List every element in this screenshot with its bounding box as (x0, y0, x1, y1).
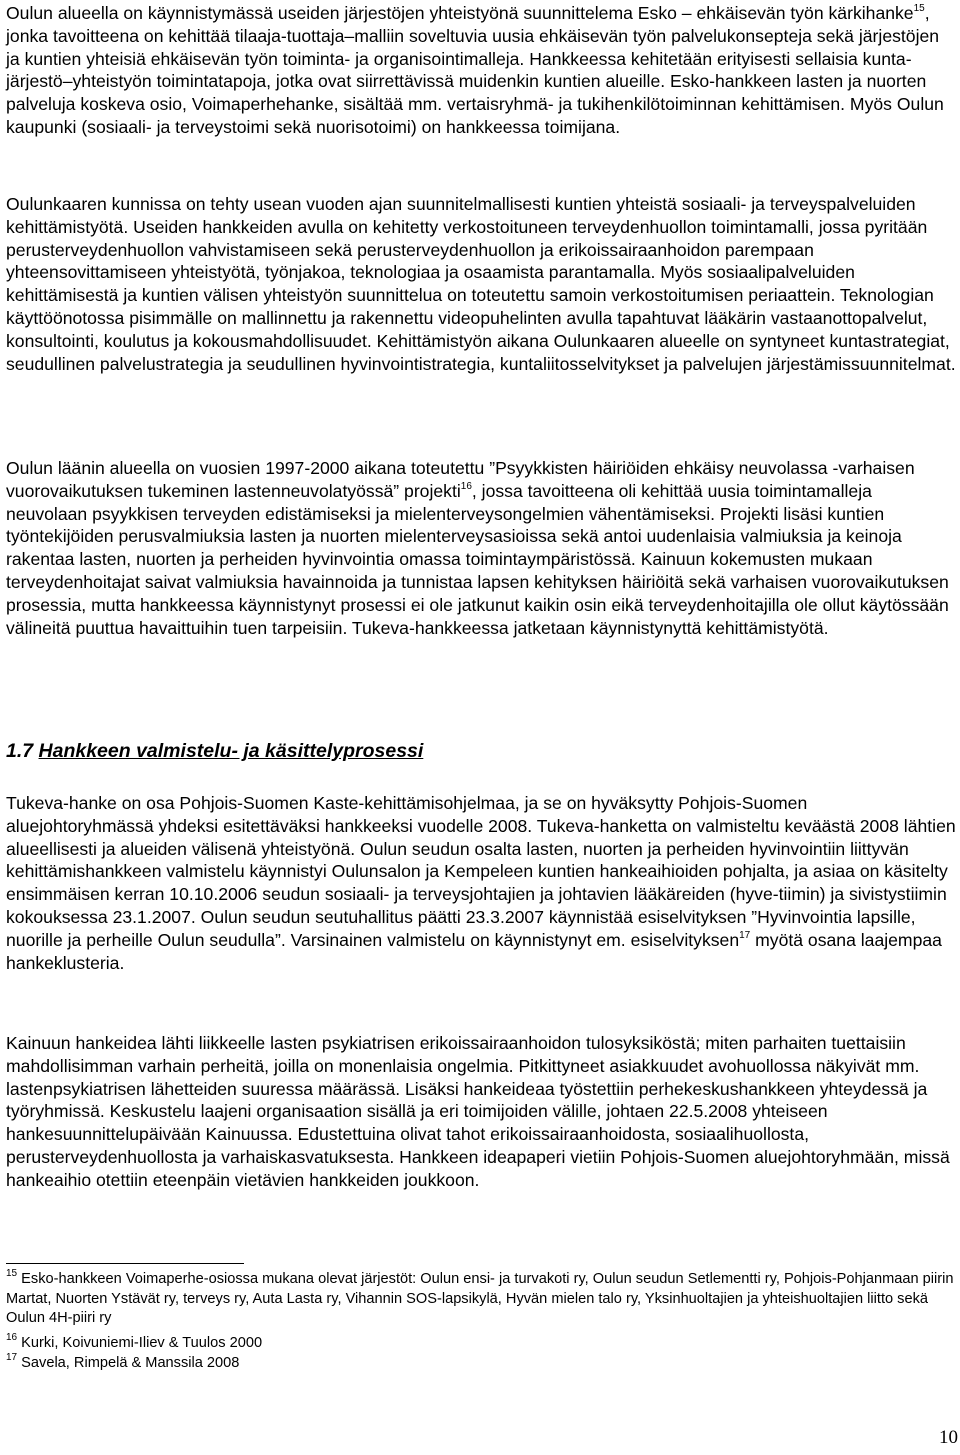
footnote-text: Esko-hankkeen Voimaperhe-osiossa mukana olevat järjestöt: Oulun ensi- ja turvakoti ry, Oulun seudun Setlementti ry, Pohjois-Pohjanmaan piirin Martat, Nuorten Ystävät ry, terveys ry, Auta Lasta ry, Vihannin SOS-lapsikylä, Hyvän mielen talo ry, Yksinhuoltajien ja yhteishuoltajien liitto sekä Oulun 4H-piiri ry (6, 1271, 954, 1327)
section-heading (6, 740, 423, 763)
footnote-15 (6, 1270, 956, 1329)
paragraph-esko (6, 2, 956, 139)
footnote-16 (6, 1334, 956, 1354)
section-heading-text: Hankkeen valmistelu- ja käsittelyprosessi (38, 740, 424, 762)
paragraph-tukeva (6, 792, 956, 974)
page-number: 10 (939, 1427, 958, 1448)
paragraph-tukeva-text-b: myötä osana laajempaa hankeklusteria. (6, 929, 942, 973)
footnote-ref-15: 15 (913, 3, 925, 15)
footnote-ref-17: 17 (739, 929, 751, 941)
paragraph-tukeva-text-a: Tukeva-hanke on osa Pohjois-Suomen Kaste-kehittämisohjelmaa, ja se on hyväksytty Pohjois-Suomen aluejohtoryhmässä yhdeksi esitettäväksi hankkeeksi vuodelle 2008. Tukeva-hanketta on valmisteltu keväästä 2008 lähtien alueellisesti ja alueiden välisenä yhteistyönä. Oulun seudun osalta lasten, nuorten ja perheiden hyvinvointiin liittyvän kehittämishankkeen valmistelu käynnistyi Oulunsalon ja Kempeleen kuntien hankeaihioiden pohjalta, ja asiaa on käsitelty ensimmäisen kerran 10.10.2006 seudun sosiaali- ja terveysjohtajien ja johtavien lääkäreiden (hyve-tiimin) ja sivistystiimin kokouksessa 23.1.2007. Oulun seudun seutuhallitus päätti 23.3.2007 käynnistää esiselvityksen ”Hyvinvointia lapsille, nuorille ja perheille Oulun seudulla”. Varsinainen valmistelu on käynnistynyt em. esiselvityksen (6, 793, 956, 950)
footnote-number: 17 (6, 1352, 18, 1364)
paragraph-esko-text-a: Oulun alueella on käynnistymässä useiden järjestöjen yhteistyönä suunnittelema Esko – ehkäisevän työn kärkihanke (6, 3, 914, 23)
footnote-text: Savela, Rimpelä & Manssila 2008 (17, 1355, 240, 1371)
footnote-divider (6, 1263, 244, 1264)
footnote-text: Kurki, Koivuniemi-Iliev & Tuulos 2000 (17, 1335, 263, 1351)
paragraph-oulun-laani-text-a: Oulun läänin alueella on vuosien 1997-2000 aikana toteutettu ”Psyykkisten häiriöiden ehkäisy neuvolassa -varhaisen vuorovaikutuksen tukeminen lastenneuvolatyössä” projekti (6, 458, 915, 501)
footnote-number: 16 (6, 1332, 18, 1344)
paragraph-oulun-laani-text-b: , jossa tavoitteena oli kehittää uusia toimintamalleja neuvolaan psyykkisen terveyden edistämiseksi ja mielenterveysongelmien vähentämiseksi. Projekti lisäsi kuntien työntekijöiden perusvalmiuksia lasten ja nuorten mielenterveysasioissa sekä antoi uudenlaisia valmiuksia ja keinoja rakentaa lasten, nuorten ja perheiden hyvinvointia omassa toimintaympäristössä. Kainuun kokemusten mukaan terveydenhoitajat saivat valmiuksia havainnoida ja tunnistaa lapsen kehityksen häiriöitä sekä varhaisen vuorovaikutuksen prosessia, mutta hankkeessa käynnistynyt prosessi ei ole jatkunut kaikin osin eikä terveydenhoitajilla ole ollut käytössään välineitä puuttua havaittuihin tuen tarpeisiin. Tukeva-hankkeessa jatketaan käynnistynyttä kehittämistyötä. (6, 480, 949, 638)
paragraph-oulun-laani (6, 457, 956, 639)
footnote-ref-16: 16 (460, 480, 472, 492)
paragraph-kainuu: Kainuun hankeidea lähti liikkeelle lasten psykiatrisen erikoissairaanhoidon tulosyksiköstä; miten parhaiten tuettaisiin mahdollisimman varhain perheitä, joilla on monenlaisia ongelmia. Pitkittyneet asiakkuudet avohuollossa näkyivät mm. lastenpsykiatrisen lähetteiden suuressa määrässä. Lisäksi hankeideaa työstettiin perhekeskushankkeen yhteydessä ja työryhmissä. Keskustelu laajeni organisaation sisällä ja eri toimijoiden välille, johtaen 22.5.2008 yhteiseen hankesuunnittelupäivään Kainuussa. Edustettuina olivat tahot erikoissairaanhoidosta, sosiaalihuollosta, perusterveydenhuollosta ja varhaiskasvatuksesta. Hankkeen ideapaperi vietiin Pohjois-Suomen aluejohtoryhmään, missä hankeaihio otettiin eteenpäin vietävien hankkeiden joukkoon. (6, 1033, 950, 1190)
footnote-number: 15 (6, 1268, 18, 1280)
footnote-17 (6, 1354, 956, 1374)
paragraph-esko-text-b: , jonka tavoitteena on kehittää tilaaja-tuottaja–malliin soveltuvia uusia ehkäisevän työn palvelukonsepteja sekä järjestöjen ja kuntien yhteisiä ehkäisevän työn toiminta- ja organisointimalleja. Hankkeessa kehitetään erityisesti sellaisia kunta-järjestö–yhteistyön toimintatapoja, jotka ovat siirrettävissä muidenkin kuntien alueille. Esko-hankkeen lasten ja nuorten palveluja koskeva osio, Voimaperhehanke, sisältää mm. vertaisryhmä- ja tukihenkilötoiminnan kehittämisen. Myös Oulun kaupunki (sosiaali- ja terveystoimi sekä nuorisotoimi) on hankkeessa toimijana. (6, 3, 944, 137)
paragraph-oulunkaari: Oulunkaaren kunnissa on tehty usean vuoden ajan suunnitelmallisesti kuntien yhteistä sosiaali- ja terveyspalveluiden kehittämistyötä. Useiden hankkeiden avulla on kehitetty verkostoituneen terveydenhuollon toimintamalli, jossa pyritään perusterveydenhuollon vahvistamiseen sekä perusterveydenhuollon ja erikoissairaanhoidon parempaan yhteensovittamiseen yhteistyötä, työnjakoa, teknologiaa ja osaamista parantamalla. Myös sosiaalipalveluiden kehittämisestä ja kuntien välisen yhteistyön suunnittelua on toteutettu samoin verkostoitumisen periaattein. Teknologian käyttöönotossa pisimmälle on mallinnettu ja rakennettu videopuhelinten avulla tapahtuvat lääkärin vastaanottopalvelut, konsultointi, koulutus ja kokousmahdollisuudet. Kehittämistyön aikana Oulunkaaren alueelle on syntyneet kuntastrategiat, seudullinen palvelustrategia ja seudullinen hyvinvointistrategia, kuntaliitosselvitykset ja palvelujen järjestämissuunnitelmat. (6, 194, 956, 374)
section-heading-number: 1.7 (6, 740, 34, 762)
